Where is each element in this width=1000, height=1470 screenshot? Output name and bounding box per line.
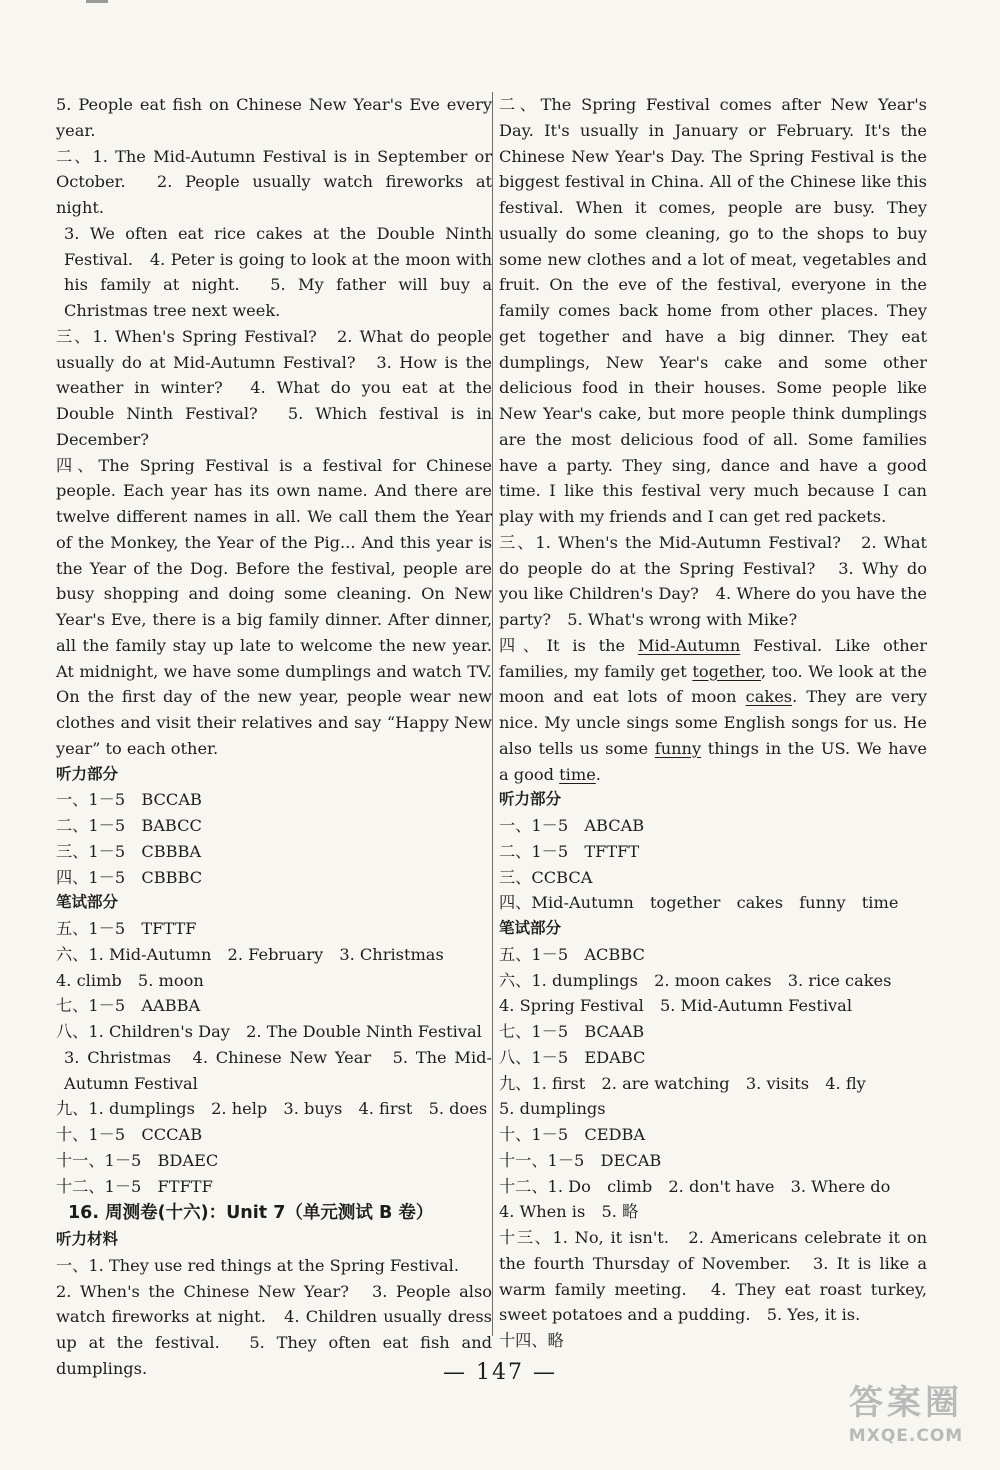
underlined-answer: time xyxy=(559,764,596,784)
answer-line: 4. climb 5. moon xyxy=(56,970,204,990)
underlined-answer: funny xyxy=(654,738,702,758)
material-heading: 听力材料 xyxy=(56,1230,119,1248)
paragraph: 二、1. The Mid-Autumn Festival is in September or October. 2. People usually watch fireworks at night. xyxy=(56,146,492,217)
answer-line: 一、1－5 BCCAB xyxy=(56,790,202,810)
text-span: , too. We look at the moon and eat lots of moon xyxy=(499,661,927,707)
text-span: . xyxy=(595,764,601,784)
left-column xyxy=(56,92,492,1382)
answer-line: 十、1－5 CEDBA xyxy=(499,1125,646,1144)
answer-line: 五、1－5 TFTTF xyxy=(56,919,197,938)
text-span: . They are very nice. My uncle sings some English songs for us. He also tells us some xyxy=(499,687,928,758)
answer-line: 十二、1. Do climb 2. don't have 3. Where do xyxy=(499,1176,891,1196)
answer-line: 七、1－5 BCAAB xyxy=(499,1022,645,1041)
answer-line: 5. dumplings xyxy=(499,1099,606,1119)
answer-line: 三、1－5 CBBBA xyxy=(56,841,202,861)
listening-heading: 听力部分 xyxy=(56,764,119,783)
paragraph: 三、1. When's the Mid-Autumn Festival? 2. What do people do at the Spring Festival? 3. Why do you like Children's Day? 4. Where do you have the party? 5. What's wrong with Mike? xyxy=(499,532,927,629)
paragraph: 二、The Spring Festival comes after New Year's Day. It's usually in January or February. It's the Chinese New Year's Day. The Spring Festival is the biggest festival in China. All of the Chinese like this festival. When it comes, people are busy. They usually do some cleaning, go to the shops to buy some new clothes and a lot of meat, vegetables and fruit. On the eve of the festival, everyone in the family comes back home from other places. They get together and have a big dinner. They eat dumplings, New Year's cake and some other delicious food in their houses. Some people like New Year's cake, but more people think dumplings are the most delicious food of all. Some families have a party. They sing, dance and have a good time. I like this festival very much because I can play with my friends and I can get red packets. xyxy=(499,95,927,526)
answer-line: 六、1. dumplings 2. moon cakes 3. rice cakes xyxy=(499,970,892,990)
listening-heading: 听力部分 xyxy=(499,790,562,809)
answer-line: 四、Mid-Autumn together cakes funny time xyxy=(499,893,899,913)
right-column xyxy=(499,92,927,1354)
answer-line: 二、1－5 TFTFT xyxy=(499,841,640,861)
answer-line: 九、1. dumplings 2. help 3. buys 4. first 5. does xyxy=(56,1099,488,1119)
paragraph: 3. We often eat rice cakes at the Double Ninth Festival. 4. Peter is going to look at the moon with his family at night. 5. My father will buy a Christmas tree next week. xyxy=(64,223,492,320)
underlined-answer: together xyxy=(692,661,762,681)
written-heading: 笔试部分 xyxy=(56,893,119,912)
watermark-logo-text: 答案圈 xyxy=(849,1383,963,1423)
answer-line: 四、1－5 CBBBC xyxy=(56,867,203,887)
paragraph: 十三、1. No, it isn't. 2. Americans celebrate it on the fourth Thursday of November. 3. It is like a warm family meeting. 4. They eat roast turkey, sweet potatoes and a pudding. 5. Yes, it is. xyxy=(499,1228,927,1325)
paragraph: 2. When's the Chinese New Year? 3. People also watch fireworks at night. 4. Children usually dress up at the festival. 5. They often eat fish and dumplings. xyxy=(56,1281,492,1378)
answer-line: 4. Spring Festival 5. Mid-Autumn Festival xyxy=(499,996,852,1016)
answer-line: 七、1－5 AABBA xyxy=(56,996,201,1016)
underlined-answer: cakes xyxy=(745,687,793,707)
column-divider xyxy=(492,92,493,1336)
answer-line: 二、1－5 BABCC xyxy=(56,816,202,835)
answer-line: 九、1. first 2. are watching 3. visits 4. fly xyxy=(499,1073,866,1093)
text-span: Festival. Like other families, my family get xyxy=(499,635,927,681)
scan-artifact xyxy=(86,0,108,3)
watermark-logo xyxy=(826,1380,986,1464)
watermark-url: MXQE.COM xyxy=(848,1426,964,1446)
answer-line: 十一、1－5 DECAB xyxy=(499,1150,662,1170)
answer-line: 十四、略 xyxy=(499,1331,564,1350)
section-title: 16. 周测卷(十六)：Unit 7（单元测试 B 卷） xyxy=(68,1203,434,1224)
text-span: things in the US. We have a good xyxy=(499,738,927,784)
written-heading: 笔试部分 xyxy=(499,919,562,937)
answer-line: 三、CCBCA xyxy=(499,867,593,887)
paragraph xyxy=(499,633,927,788)
answer-line: 4. When is 5. 略 xyxy=(499,1202,639,1222)
answer-line: 3. Christmas 4. Chinese New Year 5. The Mid-Autumn Festival xyxy=(64,1047,492,1093)
answer-line: 十、1－5 CCCAB xyxy=(56,1125,203,1144)
answer-line: 五、1－5 ACBBC xyxy=(499,944,645,964)
paragraph: 一、1. They use red things at the Spring Festival. xyxy=(56,1255,459,1275)
answer-line: 八、1. Children's Day 2. The Double Ninth Festival xyxy=(56,1022,482,1041)
paragraph: 三、1. When's Spring Festival? 2. What do people usually do at Mid-Autumn Festival? 3. How is the weather in winter? 4. What do you eat at the Double Ninth Festival? 5. Which festival is in December? xyxy=(56,326,492,449)
answer-line: 八、1－5 EDABC xyxy=(499,1047,646,1067)
text-span: 四、It is the xyxy=(499,635,638,655)
underlined-answer: Mid-Autumn xyxy=(637,635,741,655)
answer-line: 十一、1－5 BDAEC xyxy=(56,1150,219,1170)
answer-line: 十二、1－5 FTFTF xyxy=(56,1176,213,1196)
paragraph: 5. People eat fish on Chinese New Year's Eve every year. xyxy=(56,95,492,140)
answer-line: 一、1－5 ABCAB xyxy=(499,816,645,835)
paragraph: 四、The Spring Festival is a festival for Chinese people. Each year has its own name. And there are twelve different names in all. We call them the Year of the Monkey, the Year of the Pig... And this year is the Year of the Dog. Before the festival, people are busy shopping and doing some cleaning. On New Year's Eve, there is a big family dinner. After dinner, all the family stay up late to welcome the new year. At midnight, we have some dumplings and watch TV. On the first day of the new year, people wear new clothes and visit their relatives and say “Happy New year” to each other. xyxy=(56,455,492,758)
answer-line: 六、1. Mid-Autumn 2. February 3. Christmas xyxy=(56,944,444,964)
page-number: — 147 — xyxy=(443,1360,557,1385)
